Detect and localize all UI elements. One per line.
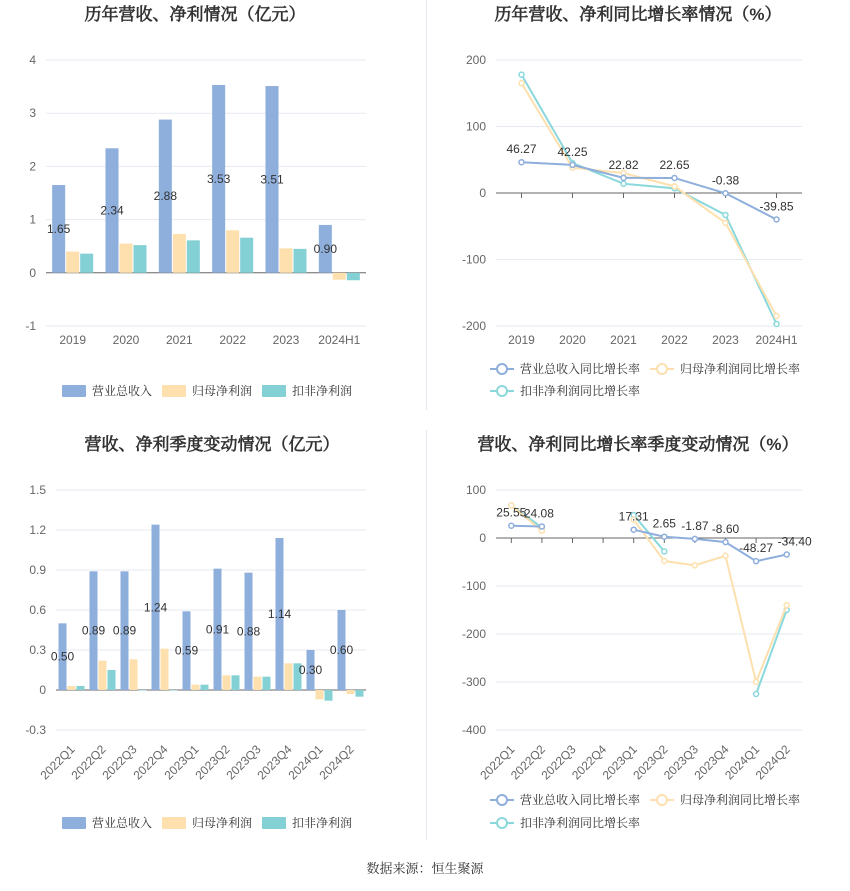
legend-swatch-marker	[657, 364, 667, 374]
x-category-label: 2024Q2	[752, 742, 793, 783]
x-category-label: 2022	[219, 333, 247, 347]
bar	[187, 240, 200, 272]
bar	[173, 234, 186, 273]
bar	[80, 254, 93, 273]
y-tick-label: 0.6	[29, 603, 46, 617]
data-label: 46.27	[506, 142, 537, 157]
legend-label: 扣非净利润同比增长率	[520, 816, 641, 830]
data-point	[774, 322, 779, 327]
data-point	[723, 540, 728, 545]
data-label: 0.30	[298, 663, 323, 677]
legend-label: 归母净利润	[192, 384, 253, 398]
quarterly-growth-rate-chart	[426, 430, 850, 850]
data-point	[754, 692, 759, 697]
data-point	[570, 162, 575, 167]
series-line	[756, 610, 787, 694]
x-category-label: 2024Q1	[285, 742, 326, 783]
y-tick-label: -300	[461, 675, 486, 689]
y-tick-label: 4	[29, 53, 36, 67]
data-source-footer: 数据来源：恒生聚源	[366, 861, 484, 876]
data-label: 1.14	[267, 607, 292, 621]
bar	[161, 649, 169, 690]
bar	[120, 244, 133, 273]
data-point	[723, 191, 728, 196]
legend-label: 营业总收入同比增长率	[520, 793, 641, 807]
data-label: 2.88	[153, 189, 178, 204]
x-category-label: 2023Q1	[161, 742, 202, 783]
x-category-label: 2023	[272, 333, 300, 347]
data-point	[662, 549, 667, 554]
data-label: 1.65	[46, 221, 71, 236]
bar	[294, 249, 307, 273]
y-tick-label: 0	[39, 683, 46, 697]
bar	[192, 685, 200, 690]
legend-swatch	[262, 385, 286, 397]
x-category-label: 2021	[165, 333, 193, 347]
x-category-label: 2019	[508, 333, 535, 347]
x-category-label: 2022Q3	[99, 742, 140, 783]
x-category-label: 2023Q2	[630, 742, 671, 783]
data-point	[621, 175, 626, 180]
chart-svg	[0, 0, 425, 410]
bar	[134, 245, 147, 273]
x-category-label: 2022Q1	[37, 742, 78, 783]
bar	[316, 690, 324, 699]
data-label: 22.82	[608, 157, 639, 172]
data-label: 0.59	[174, 643, 199, 658]
data-point	[621, 181, 626, 186]
y-tick-label: 0	[479, 531, 486, 545]
data-point	[692, 563, 697, 568]
y-tick-label: 1	[29, 212, 36, 227]
data-point	[519, 81, 524, 86]
data-point	[631, 527, 636, 532]
x-category-label: 2022Q4	[130, 742, 171, 783]
bar	[263, 677, 271, 690]
data-label: -39.85	[759, 199, 794, 214]
x-category-label: 2022Q1	[477, 742, 518, 783]
bar	[108, 670, 116, 690]
legend-swatch-marker	[497, 818, 507, 828]
data-point	[784, 552, 789, 557]
data-point	[723, 553, 728, 558]
bar	[285, 663, 293, 690]
y-tick-label: -200	[461, 627, 486, 641]
data-label: -1.87	[681, 518, 709, 533]
x-category-label: 2024Q1	[722, 742, 763, 783]
data-point	[519, 72, 524, 77]
y-tick-label: -0.3	[25, 723, 46, 737]
bar	[254, 677, 262, 690]
data-point	[774, 314, 779, 319]
bar	[347, 690, 355, 694]
chart-svg	[0, 430, 425, 850]
x-category-label: 2021	[610, 333, 637, 347]
data-point	[692, 536, 697, 541]
data-label: -8.60	[711, 522, 740, 537]
x-category-label: 2023	[712, 333, 739, 347]
data-point	[723, 212, 728, 217]
chart-title: 营收、净利同比增长率季度变动情况（%）	[477, 435, 799, 454]
bar	[201, 685, 209, 690]
data-label: 25.55	[496, 505, 527, 520]
data-point	[672, 184, 677, 189]
data-label: 2.34	[100, 203, 124, 218]
data-point	[662, 559, 667, 564]
annual-revenue-profit-chart	[0, 0, 425, 410]
data-label: 0.89	[112, 623, 137, 638]
data-point	[662, 534, 667, 539]
data-label: 0.50	[50, 649, 75, 664]
x-category-label: 2020	[112, 333, 140, 347]
bar	[99, 661, 107, 690]
bar	[139, 690, 147, 691]
y-tick-label: 200	[465, 53, 486, 67]
data-point	[509, 523, 514, 528]
data-label: -0.38	[711, 173, 740, 188]
y-tick-label: 2	[29, 159, 36, 174]
quarterly-revenue-profit-chart	[0, 430, 425, 850]
bar	[347, 273, 360, 280]
bar	[280, 248, 293, 272]
data-point	[784, 603, 789, 608]
chart-title: 历年营收、净利同比增长率情况（%）	[494, 5, 782, 24]
legend-label: 扣非净利润同比增长率	[520, 384, 641, 398]
y-tick-label: -1	[25, 319, 36, 333]
legend-swatch-marker	[497, 386, 507, 396]
y-tick-label: 100	[465, 483, 486, 497]
legend-label: 归母净利润	[192, 816, 253, 830]
data-point	[519, 160, 524, 165]
bar	[66, 252, 79, 273]
data-label: -48.27	[739, 541, 774, 556]
x-category-label: 2022Q4	[569, 742, 610, 783]
series-line	[511, 526, 542, 527]
data-label: 2.65	[652, 516, 676, 531]
chart-title: 营收、净利季度变动情况（亿元）	[84, 435, 340, 454]
bar	[130, 659, 138, 690]
x-category-label: 2023Q2	[192, 742, 233, 783]
chart-svg	[426, 430, 850, 850]
y-tick-label: 100	[465, 119, 486, 134]
y-tick-label: -400	[461, 723, 486, 737]
legend-swatch	[162, 817, 186, 829]
bar	[226, 230, 239, 273]
y-tick-label: 3	[29, 106, 36, 121]
x-category-label: 2022Q2	[507, 742, 549, 783]
data-label: 0.89	[81, 623, 106, 638]
y-tick-label: 1.2	[29, 523, 46, 537]
x-category-label: 2024H1	[318, 333, 361, 347]
x-category-label: 2023Q4	[254, 742, 295, 783]
legend-swatch-marker	[497, 364, 507, 374]
bar	[223, 675, 231, 690]
data-point	[672, 175, 677, 180]
y-tick-label: -200	[461, 319, 486, 333]
legend-swatch	[62, 385, 86, 397]
legend-label: 扣非净利润	[292, 384, 353, 398]
data-label: 3.51	[260, 172, 284, 187]
data-label: 0.91	[205, 622, 230, 637]
bar	[240, 238, 253, 273]
data-label: 17.31	[618, 509, 649, 524]
bar	[170, 690, 178, 691]
series-line	[522, 162, 777, 219]
data-label: 0.90	[313, 241, 338, 256]
legend-swatch-marker	[657, 795, 667, 805]
x-category-label: 2024Q2	[316, 742, 357, 783]
chart-title: 历年营收、净利情况（亿元）	[84, 5, 306, 24]
legend-label: 扣非净利润	[292, 816, 353, 830]
bar	[68, 686, 76, 690]
data-label: 3.53	[206, 171, 231, 186]
bar	[333, 273, 346, 280]
legend-label: 归母净利润同比增长率	[680, 362, 801, 376]
x-category-label: 2019	[59, 333, 87, 347]
annual-growth-rate-chart	[426, 0, 850, 410]
data-point	[754, 680, 759, 685]
x-category-label: 2022Q2	[68, 742, 109, 783]
x-category-label: 2024H1	[755, 333, 798, 347]
data-label: 42.25	[557, 144, 588, 159]
bar	[77, 686, 85, 690]
y-tick-label: 1.5	[29, 483, 46, 497]
legend-swatch	[162, 385, 186, 397]
data-label: 22.65	[659, 157, 690, 172]
y-tick-label: 0	[479, 186, 486, 200]
bar	[356, 690, 364, 697]
bar	[232, 675, 240, 690]
y-tick-label: -100	[461, 252, 486, 267]
y-tick-label: 0	[29, 265, 36, 280]
data-label: 1.24	[143, 600, 168, 615]
legend-swatch-marker	[497, 795, 507, 805]
x-category-label: 2023Q3	[223, 742, 264, 783]
legend-swatch	[262, 817, 286, 829]
data-point	[754, 559, 759, 564]
data-point	[539, 524, 544, 529]
legend-label: 营业总收入同比增长率	[520, 362, 641, 376]
data-label: 24.08	[523, 506, 554, 521]
legend-swatch	[62, 817, 86, 829]
data-label: 0.60	[329, 643, 354, 657]
y-tick-label: 0.3	[29, 643, 46, 657]
data-point	[723, 220, 728, 225]
legend-label: 营业总收入	[92, 384, 153, 398]
legend-label: 归母净利润同比增长率	[680, 793, 801, 807]
x-category-label: 2020	[559, 333, 586, 347]
bar	[325, 690, 333, 701]
x-category-label: 2023Q3	[660, 742, 702, 783]
x-category-label: 2023Q4	[691, 742, 732, 783]
legend-label: 营业总收入	[92, 816, 153, 830]
chart-svg	[426, 0, 850, 410]
data-point	[774, 217, 779, 222]
y-tick-label: -100	[461, 579, 486, 593]
data-label: -34.40	[777, 534, 812, 549]
x-category-label: 2022Q3	[538, 742, 579, 783]
y-tick-label: 0.9	[29, 563, 46, 577]
data-label: 0.88	[236, 624, 261, 639]
x-category-label: 2022	[661, 333, 688, 347]
x-category-label: 2023Q1	[599, 742, 640, 783]
